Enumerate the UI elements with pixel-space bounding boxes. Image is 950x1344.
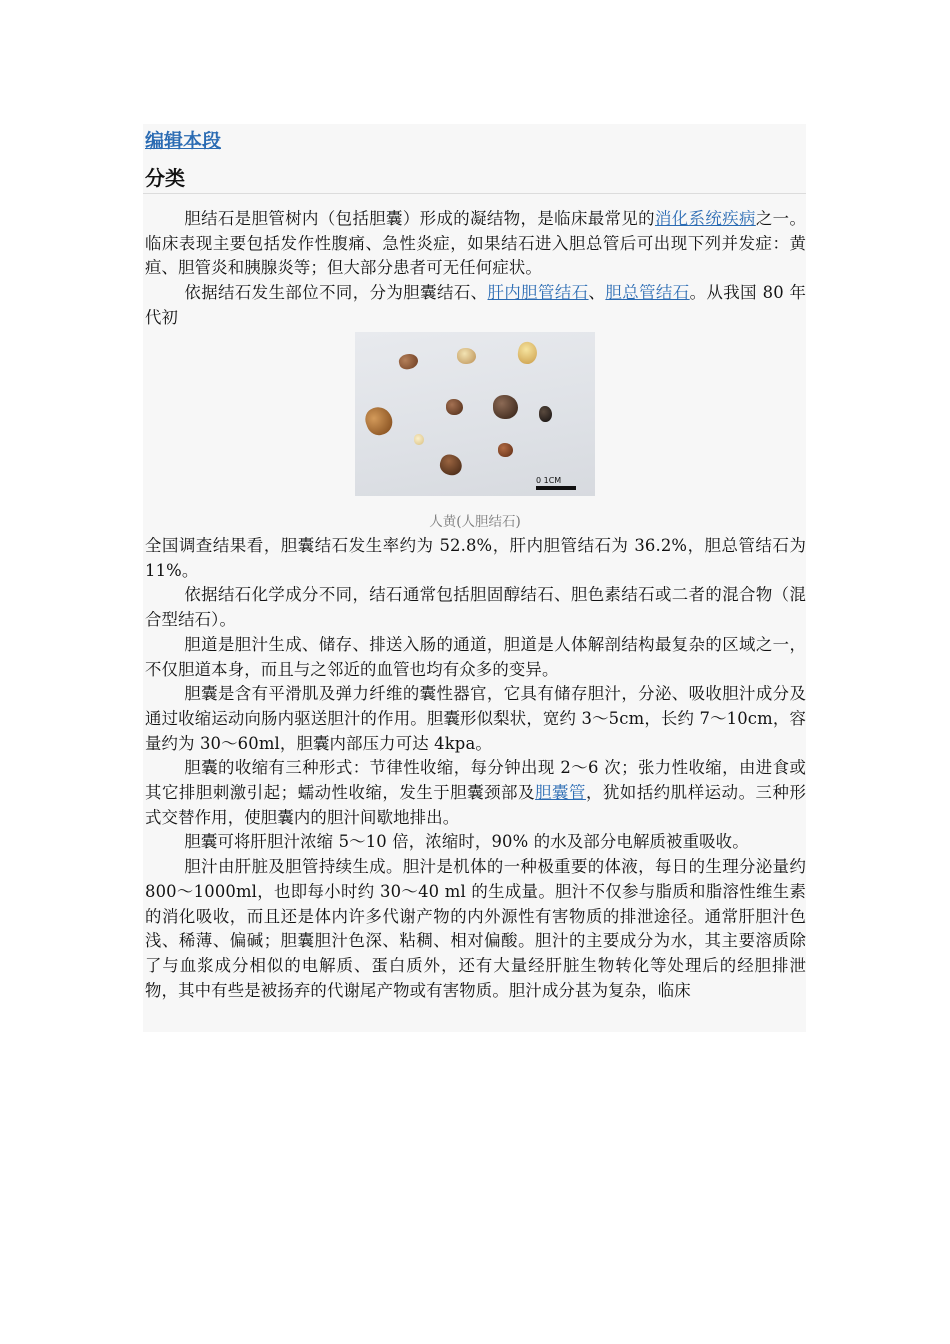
scale-bar-line bbox=[536, 486, 576, 490]
paragraph-survey-results: 全国调查结果看，胆囊结石发生率约为 52.8%，肝内胆管结石为 36.2%，胆总管结石为 11%。 bbox=[145, 536, 806, 580]
link-cystic-duct[interactable]: 胆囊管 bbox=[535, 783, 586, 803]
link-common-bile-duct-stone[interactable]: 胆总管结石 bbox=[605, 283, 690, 303]
paragraph-biliary-tract: 胆道是胆汁生成、储存、排送入肠的通道，胆道是人体解剖结构最复杂的区域之一，不仅胆道本身，而且与之邻近的血管也均有众多的变异。 bbox=[145, 634, 806, 679]
paragraph-text: 。从我国 80 年代初 bbox=[145, 283, 806, 327]
paragraph-text: 之一。临床表现主要包括发作性腹痛、急性炎症，如果结石进入胆总管后可出现下列并发症：黄疸、胆管炎和胰腺炎等；但大部分患者可无任何症状。 bbox=[145, 209, 807, 278]
gallstone bbox=[539, 406, 552, 422]
article-content bbox=[143, 124, 806, 1032]
gallstone bbox=[457, 348, 476, 364]
edit-section-link[interactable]: 编辑本段 bbox=[145, 130, 222, 152]
paragraph-text: 胆囊的收缩有三种形式：节律性收缩，每分钟出现 2～6 次；张力性收缩，由进食或其它排胆刺激引起；蠕动性收缩，发生于胆囊颈部及 bbox=[145, 758, 806, 803]
section-divider bbox=[143, 193, 806, 194]
paragraph-gallbladder: 胆囊是含有平滑肌及弹力纤维的囊性器官，它具有储存胆汁，分泌、吸收胆汁成分及通过收缩运动向肠内驱送胆汁的作用。胆囊形似梨状，宽约 3～5cm，长约 7～10cm，容量约为 30～60ml，胆囊内部压力可达 4kpa。 bbox=[145, 684, 806, 753]
gallstone-photo[interactable] bbox=[355, 332, 595, 496]
gallstone bbox=[516, 341, 539, 366]
scale-label: 0 1CM bbox=[536, 476, 562, 485]
paragraph-gallbladder-contraction bbox=[145, 756, 806, 830]
gallstone bbox=[414, 434, 424, 445]
paragraph-text: 胆结石是胆管树内（包括胆囊）形成的凝结物，是临床最常见的 bbox=[184, 209, 655, 228]
link-digestive-disease[interactable]: 消化系统疾病 bbox=[654, 209, 756, 228]
paragraph-text: 依据结石发生部位不同，分为胆囊结石、 bbox=[184, 283, 488, 303]
gallstone bbox=[397, 352, 419, 371]
gallstone bbox=[362, 403, 396, 438]
paragraph-bile-concentration: 胆囊可将肝胆汁浓缩 5～10 倍，浓缩时，90% 的水及部分电解质被重吸收。 bbox=[184, 832, 749, 852]
paragraph-bile: 胆汁由肝脏及胆管持续生成。胆汁是机体的一种极重要的体液，每日的生理分泌量约 800～1000ml，也即每小时约 30～40 ml 的生成量。胆汁不仅参与脂质和脂溶性维生素的消化吸收，而且还是体内许多代谢产物的内外源性有害物质的排泄途径。通常肝胆汁色浅、稀薄、偏碱；胆囊胆汁色深、粘稠、相对偏酸。胆汁的主要成分为水，其主要溶质除了与血浆成分相似的电解质、蛋白质外，还有大量经肝脏生物转化等处理后的经胆排泄物，其中有些是被扬弃的代谢尾产物或有害物质。胆汁成分甚为复杂，临床 bbox=[145, 857, 806, 1000]
gallstone bbox=[437, 452, 465, 478]
link-intrahepatic-duct-stone[interactable]: 肝内胆管结石 bbox=[487, 283, 589, 303]
text-block-top bbox=[145, 207, 806, 331]
paragraph-text: 、 bbox=[588, 283, 606, 303]
gallstone bbox=[498, 443, 513, 457]
gallstone bbox=[493, 395, 518, 419]
gallstone bbox=[446, 399, 463, 415]
paragraph-location-classification bbox=[145, 281, 806, 330]
section-title: 分类 bbox=[145, 166, 185, 190]
figure-caption: 人黄(人胆结石) bbox=[429, 514, 521, 530]
text-block-bottom bbox=[145, 534, 806, 1003]
paragraph-chemical-classification: 依据结石化学成分不同，结石通常包括胆固醇结石、胆色素结石或二者的混合物（混合型结石）。 bbox=[145, 585, 806, 630]
paragraph-text: ，犹如括约肌样运动。三种形式交替作用，使胆囊内的胆汁间歇地排出。 bbox=[145, 783, 807, 827]
scale-bar bbox=[536, 478, 576, 490]
paragraph-definition bbox=[145, 207, 806, 281]
